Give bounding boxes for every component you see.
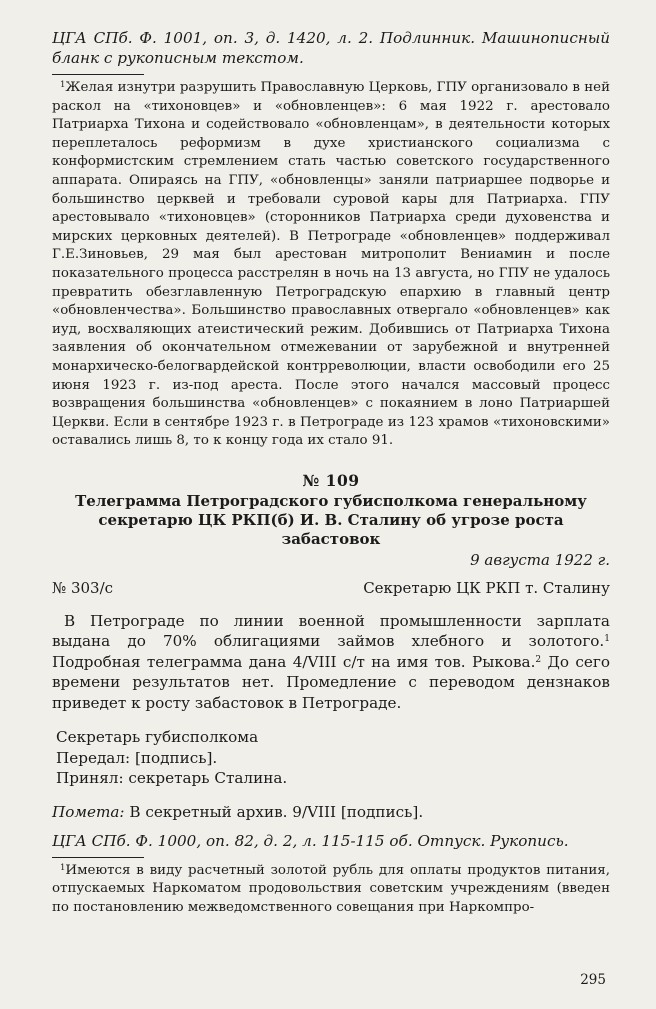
pometa-text: В секретный архив. 9/VIII [подпись]. bbox=[124, 802, 424, 821]
bottom-footnote bbox=[52, 862, 610, 918]
transmitted-line: Передал: [подпись]. bbox=[56, 748, 218, 767]
top-footnote bbox=[52, 79, 610, 451]
footnote-text: Имеются в виду расчетный золотой рубль для оплаты продуктов питания, отпускаемых Наркоматом продовольствия советским учреждениям (введен по постановлению межведомственного совещания при Наркомпро- bbox=[52, 862, 610, 916]
document-date: 9 августа 1922 г. bbox=[470, 550, 610, 569]
received-line: Принял: секретарь Сталина. bbox=[56, 769, 288, 788]
document-number: № 109 bbox=[302, 470, 360, 490]
pometa-note bbox=[52, 803, 610, 821]
signature-line: Секретарь губисполкома bbox=[56, 728, 259, 747]
body-text-part: До сего времени результатов нет. Промедление с переводом дензнаков приведет к росту забастовок в Петрограде. bbox=[52, 652, 611, 712]
document-title: Телеграмма Петроградского губисполкома генеральному секретарю ЦК РКП(б) И. В. Сталину об угрозе роста забастовок bbox=[75, 491, 587, 548]
reference-number: № 303/с bbox=[52, 578, 114, 597]
footnote-divider bbox=[52, 857, 144, 858]
footnote-mark: 1 bbox=[60, 862, 66, 873]
body-text-part: Подробная телеграмма дана 4/VIII с/т на имя тов. Рыкова. bbox=[52, 652, 536, 671]
body-text-part: В Петрограде по линии военной промышленности зарплата выдана до 70% облигациями займов хлебного и золотого. bbox=[52, 611, 610, 651]
top-archive-reference: ЦГА СПб. Ф. 1001, оп. 3, д. 1420, л. 2. Подлинник. Машинописный бланк с рукописным текстом. bbox=[52, 29, 610, 67]
telegram-body bbox=[52, 611, 610, 714]
addressee: Секретарю ЦК РКП т. Сталину bbox=[363, 578, 610, 597]
footnote-mark: 2 bbox=[535, 654, 542, 665]
address-row bbox=[52, 579, 610, 597]
footnote-mark: 1 bbox=[60, 80, 66, 90]
footnote-divider bbox=[52, 74, 144, 75]
page-number: 295 bbox=[580, 972, 606, 988]
footnote-mark: 1 bbox=[604, 634, 610, 645]
bottom-archive-reference: ЦГА СПб. Ф. 1000, оп. 82, д. 2, л. 115-115 об. Отпуск. Рукопись. bbox=[52, 831, 569, 850]
pometa-label: Помета: bbox=[52, 802, 125, 821]
footnote-text: Желая изнутри разрушить Православную Церковь, ГПУ организовало в ней раскол на «тихоновцев» и «обновленцев»: 6 мая 1922 г. арестовало Патриарха Тихона и содействовало «обновленцам», в деятельности которых переплеталось реформизм в духе христианского социализма с конформистским стремлением стать частью советского государственного аппарата. Опираясь на ГПУ, «обновленцы» заняли патриаршее подворье и большинство церквей и требовали суровой кары для Патриарха. ГПУ арестовывало «тихоновцев» (сторонников Патриарха среди духовенства и мирских церковных деятелей). В Петрограде «обновленцев» поддерживал Г.Е.Зиновьев, 29 мая был арестован митрополит Вениамин и после показательного процесса расстрелян в ночь на 13 августа, но ГПУ не удалось превратить обезглавленную Петроградскую епархию в главный центр «обновленчества». Большинство православных отвергало «обновленцев» как иуд, восхваляющих атеистический режим. Добившись от Патриарха Тихона заявления об окончательном отмежевании от зарубежной и внутренней монархическо-белогвардейской контрреволюции, власти освободили его 25 июня 1923 г. из-под ареста. После этого начался массовый процесс возвращения большинства «обновленцев» с покаянием в лоно Патриаршей Церкви. Если в сентябре 1923 г. в Петрограде из 123 храмов «тихоновскими» оставались лишь 8, то к концу года их стало 91. bbox=[52, 80, 610, 449]
